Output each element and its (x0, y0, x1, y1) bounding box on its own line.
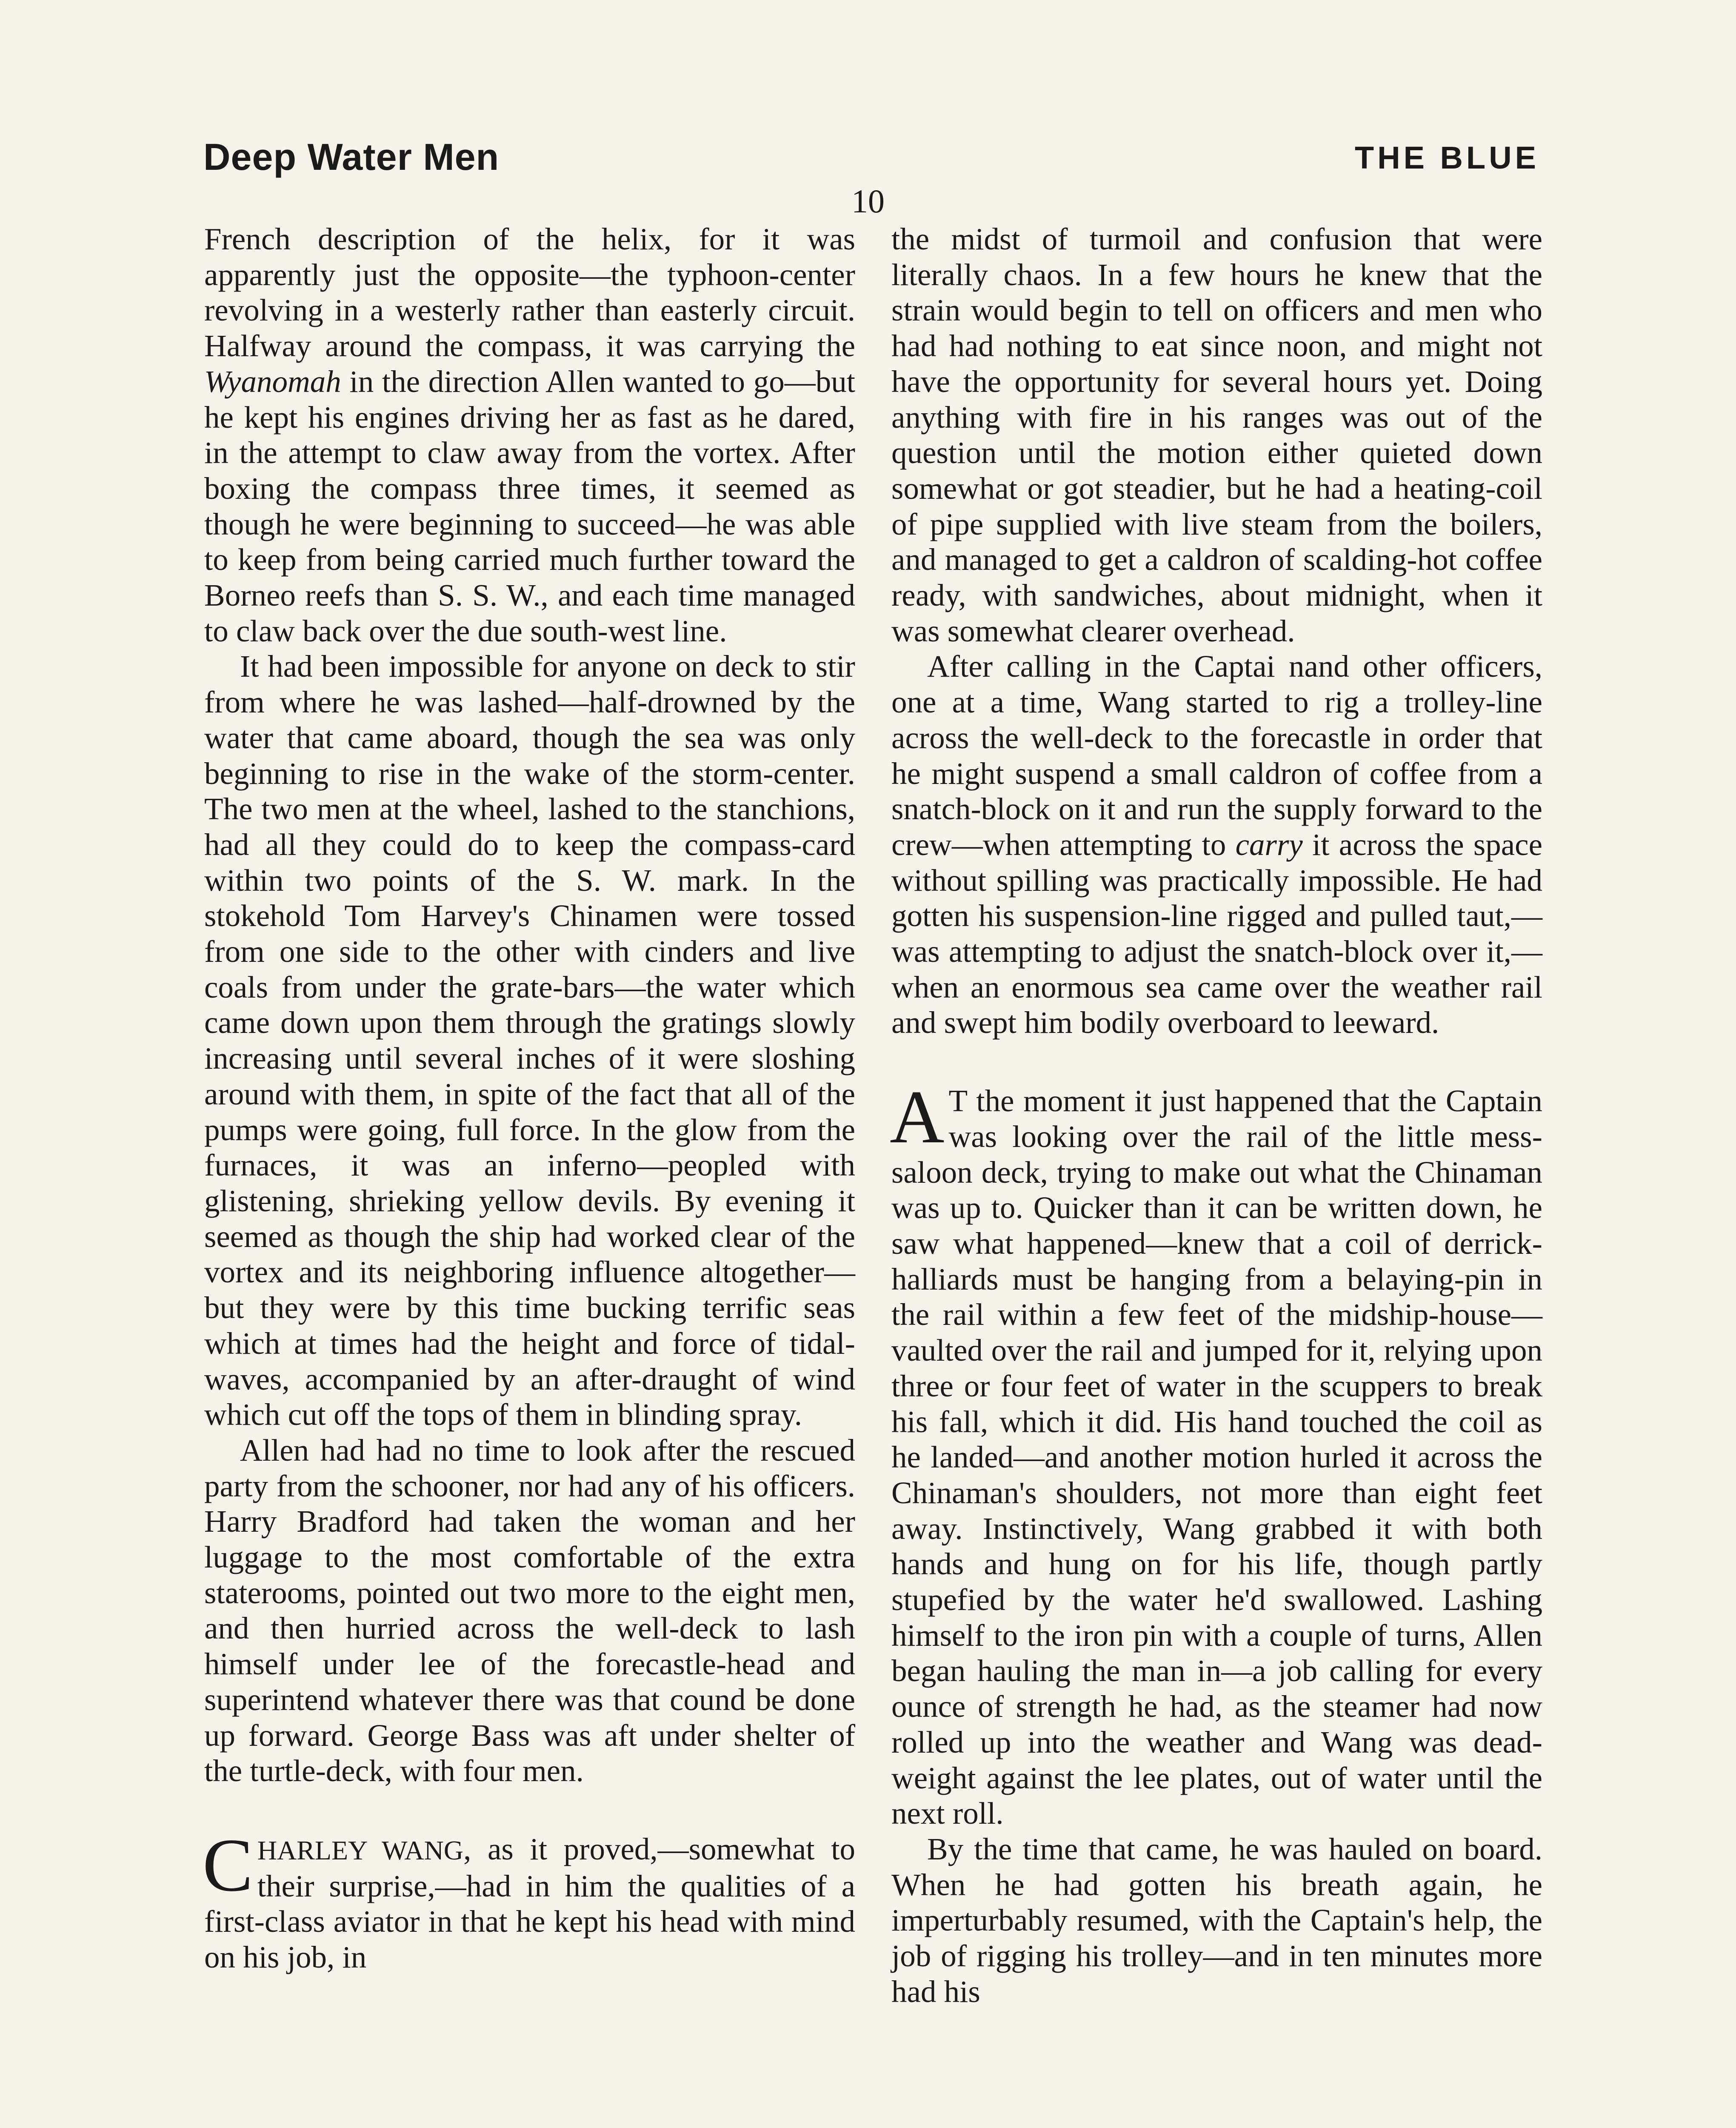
paragraph: Allen had had no time to look after the rescued party from the schooner, nor had any of his officers. Harry Bradford had taken the woman and her luggage to the most comfortable of the extra staterooms, pointed out two more to the eight men, and then hurried across the well-deck to lash himself under lee of the forecastle-head and superintend whatever there was that cound be done up forward. George Bass was aft under shelter of the turtle-deck, with four men. (204, 1433, 855, 1788)
paragraph: By the time that came, he was hauled on board. When he had gotten his breath again, he imperturbably resumed, with the Captain's help, the job of rigging his trolley—and in ten minutes more had his (891, 1831, 1542, 2009)
drop-cap: A (890, 1075, 945, 1159)
lead-in-caps: HARLEY WANG (257, 1835, 464, 1865)
running-header-title: Deep Water Men (203, 136, 500, 178)
paragraph: the midst of turmoil and confusion that were literally chaos. In a few hours he knew that the strain would begin to tell on officers and men who had had nothing to eat since noon, and might not have the opportunity for several hours yet. Doing anything with fire in his ranges was out of the question until the motion either quieted down somewhat or got steadier, but he had a heating-coil of pipe supplied with live steam from the boilers, and managed to get a caldron of scalding-hot coffee ready, with sandwiches, about midnight, when it was somewhat clearer overhead. (891, 222, 1542, 648)
left-column (204, 221, 855, 1975)
section-paragraph: A T the moment it just happened that the Captain was looking over the rail of the little mess-saloon deck, trying to make out what the Chinaman was up to. Quicker than it can be written down, he saw what happened—knew that a coil of derrick-halliards must be hanging from a belaying-pin in the rail within a few feet of the midship-house—vaulted over the rail and jumped for it, relying upon three or four feet of water in the scuppers to break his fall, which it did. His hand touched the coil as he landed—and another motion hurled it across the Chinaman's shoulders, not more than eight feet away. Instinctively, Wang grabbed it with both hands and hung on for his life, though partly stupefied by the water he'd swallowed. Lashing himself to the iron pin with a couple of turns, Allen began hauling the man in—a job calling for every ounce of strength he had, as the steamer had now rolled up into the weather and Wang was dead-weight against the lee plates, out of water until the next roll. (890, 1075, 1542, 1831)
ship-name: Wyanomah (204, 364, 341, 399)
section-paragraph: CHARLEY WANG, as it proved,—somewhat to their surprise,—had in him the qualities of a first-class aviator in that he kept his head with mind on his job, in (203, 1822, 856, 1975)
paragraph: French description of the helix, for it was apparently just the opposite—the typhoon-center revolving in a westerly rather than easterly circuit. Halfway around the compass, it was carrying the Wyanomah in the direction Allen wanted to go—but he kept his engines driving her as fast as he dared, in the attempt to claw away from the vortex. After boxing the compass three times, it seemed as though he were beginning to succeed—he was able to keep from being carried much further toward the Borneo reefs than S. S. W., and each time managed to claw back over the due south-west line. (204, 222, 855, 648)
page-number: 10 (851, 183, 885, 220)
emphasis: carry (1235, 827, 1303, 862)
paragraph: After calling in the Captai nand other officers, one at a time, Wang started to rig a trolley-line across the well-deck to the forecastle in order that he might suspend a small caldron of coffee from a snatch-block on it and run the supply forward to the crew—when attempting to carry it across the space without spilling was practically impossible. He had gotten his suspension-line rigged and pulled taut,—was attempting to adjust the snatch-block over it,—when an enormous sea came over the weather rail and swept him bodily overboard to leeward. (891, 649, 1542, 1040)
running-header-magazine: THE BLUE (1355, 140, 1539, 175)
paragraph: It had been impossible for anyone on deck to stir from where he was lashed—half-drowned by the water that came aboard, though the sea was only beginning to rise in the wake of the storm-center. The two men at the wheel, lashed to the stanchions, had all they could do to keep the compass-card within two points of the S. W. mark. In the stokehold Tom Harvey's Chinamen were tossed from one side to the other with cinders and live coals from under the grate-bars—the water which came down upon them through the gratings slowly increasing until several inches of it were sloshing around with them, in spite of the fact that all of the pumps were going, full force. In the glow from the furnaces, it was an inferno—peopled with glistening, shrieking yellow devils. By evening it seemed as though the ship had worked clear of the vortex and its neighboring influence altogether—but they were by this time bucking terrific seas which at times had the height and force of tidal-waves, accompanied by an after-draught of wind which cut off the tops of them in blinding spray. (204, 649, 855, 1432)
right-column (891, 221, 1542, 2009)
drop-cap: C (203, 1822, 253, 1907)
